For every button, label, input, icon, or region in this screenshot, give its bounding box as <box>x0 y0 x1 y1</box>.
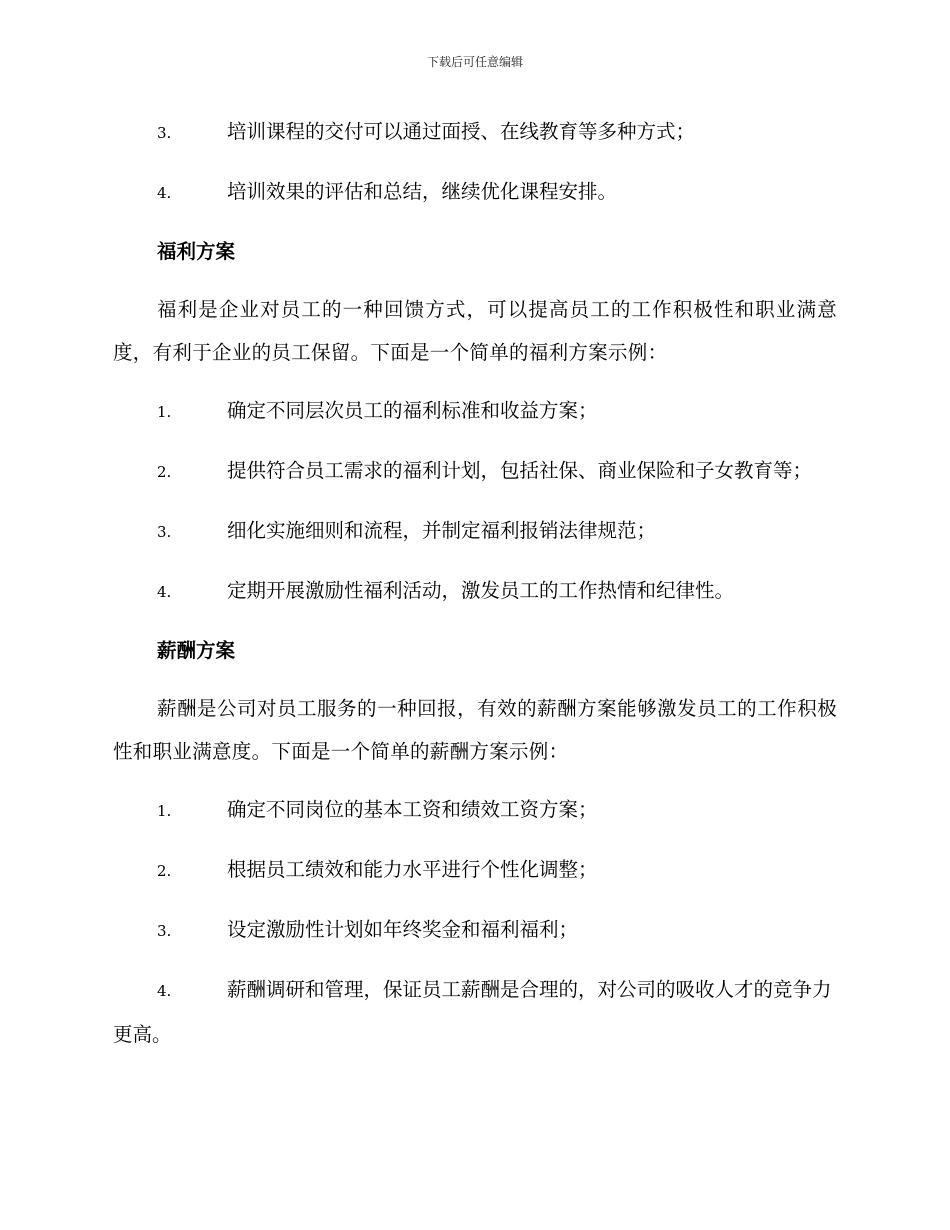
list-number: 4. <box>157 583 172 601</box>
list-item <box>113 848 837 893</box>
paragraph-salary-intro: 薪酬是公司对员工服务的一种回报，有效的薪酬方案能够激发员工的工作积极性和职业满意度。下面是一个简单的薪酬方案示例： <box>113 697 837 763</box>
page-header: 下载后可任意编辑 <box>426 55 523 69</box>
list-text: 细化实施细则和流程，并制定福利报销法律规范； <box>227 519 657 542</box>
list-item <box>113 569 837 614</box>
list-number: 4. <box>157 184 172 202</box>
list-item <box>113 509 837 554</box>
list-number: 2. <box>157 463 172 481</box>
list-text: 定期开展激励性福利活动，激发员工的工作热情和纪律性。 <box>227 579 735 602</box>
list-item <box>113 170 837 215</box>
list-text: 培训课程的交付可以通过面授、在线教育等多种方式； <box>227 120 696 143</box>
section-heading-salary: 薪酬方案 <box>157 639 236 662</box>
list-text: 设定激励性计划如年终奖金和福利福利； <box>227 918 579 941</box>
list-item <box>113 968 837 1056</box>
list-number: 3. <box>157 124 172 142</box>
list-text: 培训效果的评估和总结，继续优化课程安排。 <box>227 180 618 203</box>
list-item <box>113 788 837 833</box>
list-number: 3. <box>157 922 172 940</box>
list-number: 3. <box>157 523 172 541</box>
list-item <box>113 110 837 155</box>
list-number: 4. <box>157 982 172 1000</box>
list-number: 1. <box>157 403 172 421</box>
list-text: 根据员工绩效和能力水平进行个性化调整； <box>227 858 598 881</box>
list-text: 确定不同岗位的基本工资和绩效工资方案； <box>227 798 598 821</box>
list-item <box>113 449 837 494</box>
list-text: 提供符合员工需求的福利计划，包括社保、商业保险和子女教育等； <box>227 459 813 482</box>
list-item <box>113 389 837 434</box>
list-text: 薪酬调研和管理，保证员工薪酬是合理的，对公司的吸收人才的竞争力更高。 <box>113 978 832 1046</box>
paragraph-welfare-intro: 福利是企业对员工的一种回馈方式，可以提高员工的工作积极性和职业满意度，有利于企业的员工保留。下面是一个简单的福利方案示例： <box>113 298 837 364</box>
list-item <box>113 908 837 953</box>
section-heading-welfare: 福利方案 <box>157 240 236 263</box>
document-body <box>113 110 837 1071</box>
list-number: 2. <box>157 862 172 880</box>
list-text: 确定不同层次员工的福利标准和收益方案； <box>227 399 598 422</box>
list-number: 1. <box>157 802 172 820</box>
